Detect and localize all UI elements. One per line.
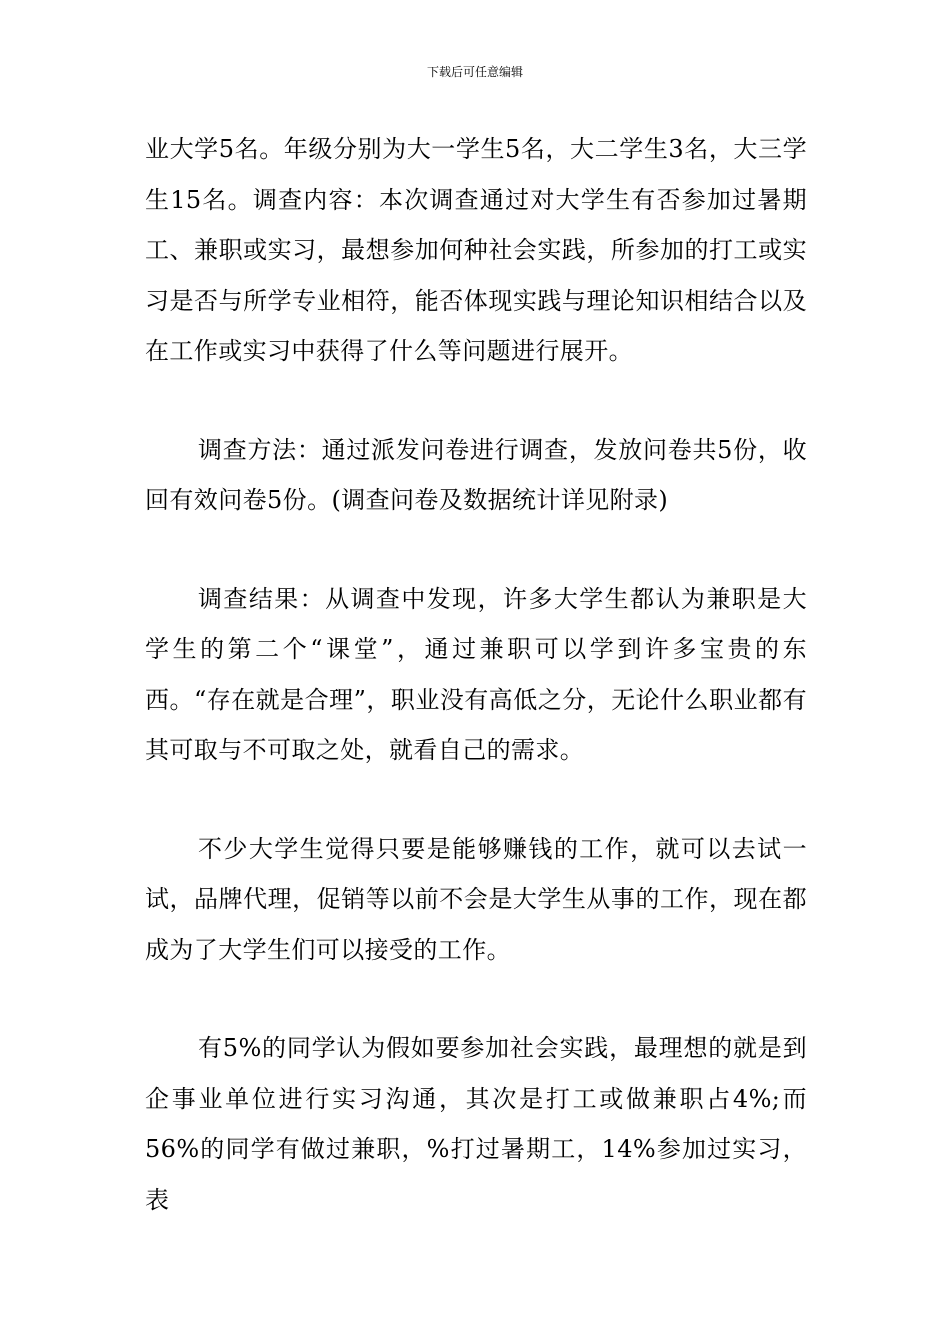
document-body bbox=[145, 124, 807, 1225]
paragraph-survey-method: 调查方法：通过派发问卷进行调查，发放问卷共5份，收回有效问卷5份。(调查问卷及数据统计详见附录) bbox=[145, 435, 807, 514]
page-header: 下载后可任意编辑 bbox=[426, 65, 523, 79]
paragraph-survey-content: 业大学5名。年级分别为大一学生5名，大二学生3名，大三学生15名。调查内容：本次调查通过对大学生有否参加过暑期工、兼职或实习，最想参加何种社会实践，所参加的打工或实习是否与所学专业相符，能否体现实践与理论知识相结合以及在工作或实习中获得了什么等问题进行展开。 bbox=[145, 135, 807, 365]
paragraph-students-jobs: 不少大学生觉得只要是能够赚钱的工作，就可以去试一试，品牌代理，促销等以前不会是大学生从事的工作，现在都成为了大学生们可以接受的工作。 bbox=[145, 834, 807, 964]
paragraph-survey-result: 调查结果：从调查中发现，许多大学生都认为兼职是大学生的第二个“课堂”，通过兼职可以学到许多宝贵的东西。“存在就是合理”，职业没有高低之分，无论什么职业都有其可取与不可取之处，就看自己的需求。 bbox=[145, 584, 807, 764]
paragraph-statistics: 有5%的同学认为假如要参加社会实践，最理想的就是到企事业单位进行实习沟通，其次是打工或做兼职占4%;而56%的同学有做过兼职，%打过暑期工，14%参加过实习，表 bbox=[145, 1034, 807, 1214]
